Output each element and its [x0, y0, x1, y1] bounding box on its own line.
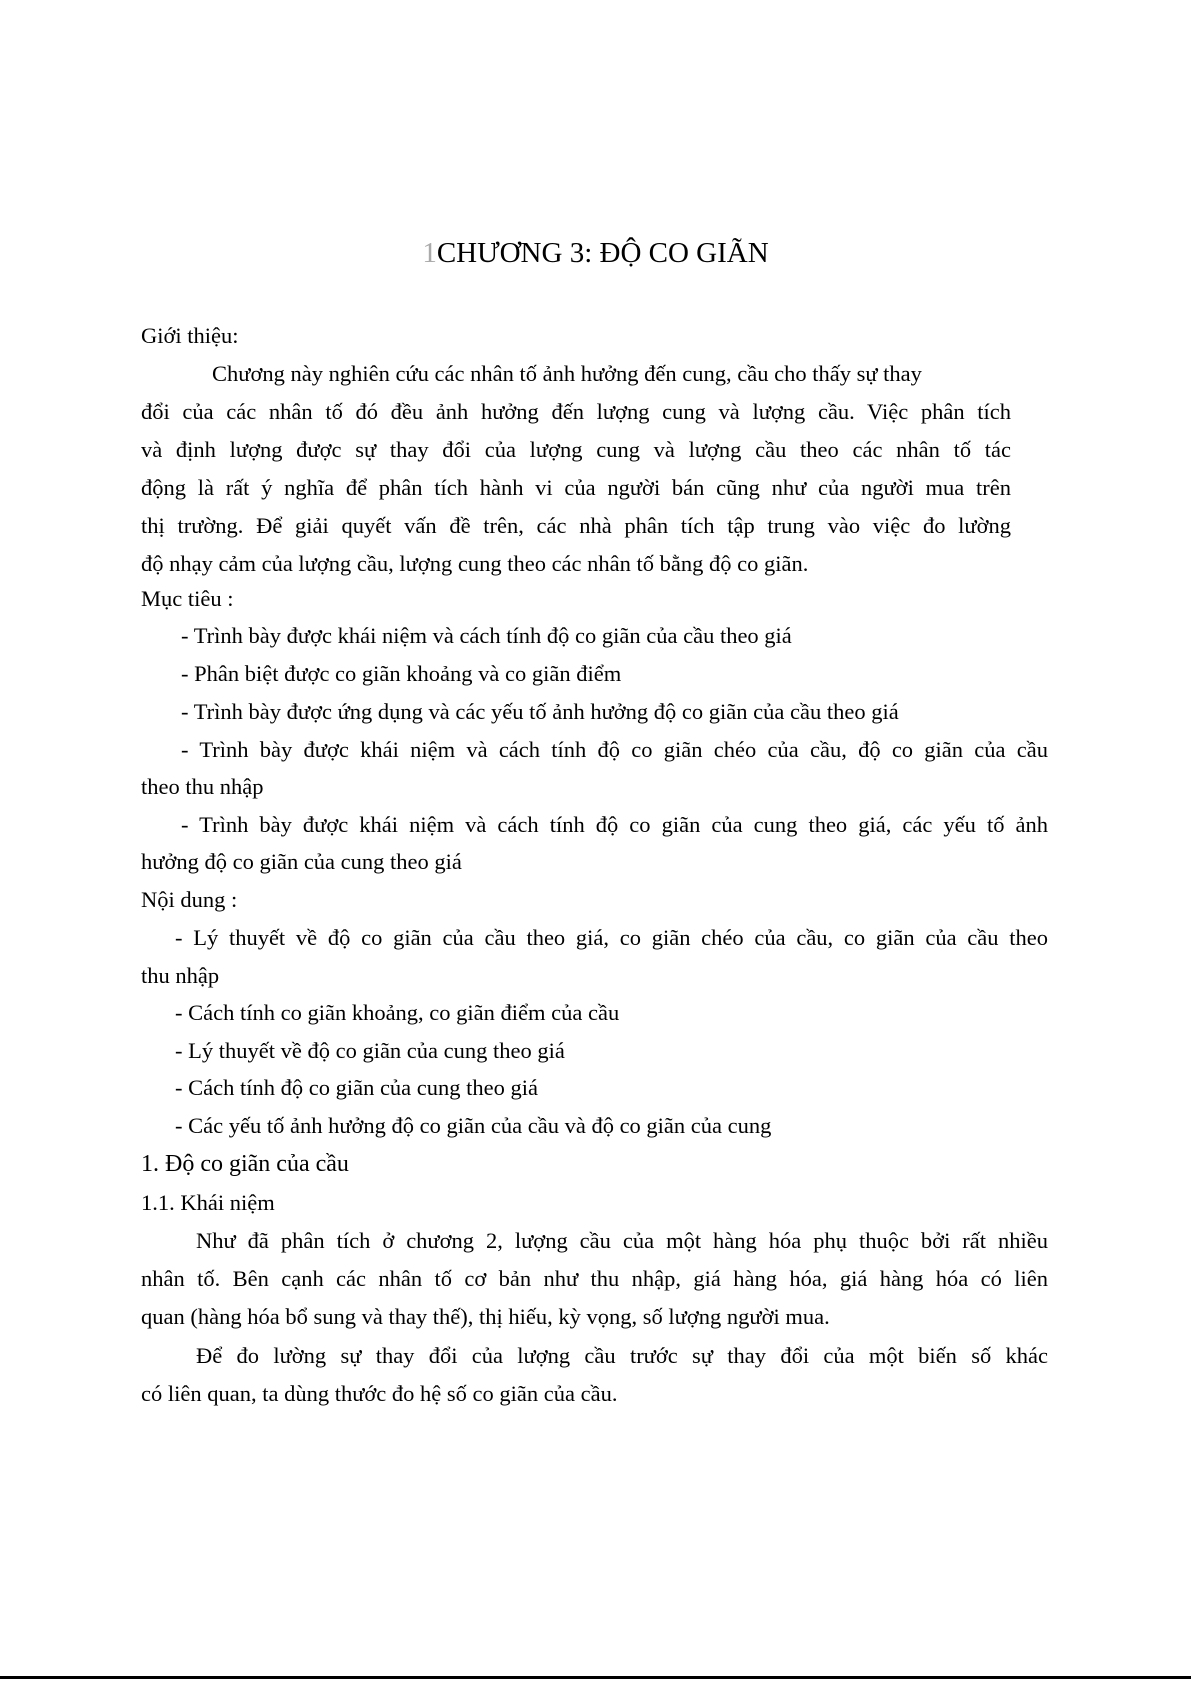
objective-item-3: - Trình bày được ứng dụng và các yếu tố ảnh hưởng độ co giãn của cầu theo giá: [181, 699, 899, 724]
chapter-title: [0, 236, 1191, 270]
intro-line-2: đổi của các nhân tố đó đều ảnh hưởng đến lượng cung và lượng cầu. Việc phân tích: [141, 399, 1011, 424]
intro-heading: Giới thiệu:: [141, 323, 239, 348]
content-item-4: - Cách tính độ co giãn của cung theo giá: [175, 1075, 539, 1100]
section-heading: 1. Độ co giãn của cầu: [141, 1151, 349, 1177]
intro-line-4: động là rất ý nghĩa để phân tích hành vi của người bán cũng như của người mua trên: [141, 475, 1011, 500]
content-item-1: - Lý thuyết về độ co giãn của cầu theo giá, co giãn chéo của cầu, co giãn của cầu theo: [175, 925, 1048, 950]
intro-line-6: độ nhạy cảm của lượng cầu, lượng cung theo các nhân tố bằng độ co giãn.: [141, 551, 809, 576]
objective-item-4: - Trình bày được khái niệm và cách tính độ co giãn chéo của cầu, độ co giãn của cầu: [181, 737, 1048, 762]
objective-item-1: - Trình bày được khái niệm và cách tính độ co giãn của cầu theo giá: [181, 623, 792, 648]
section-line-2: nhân tố. Bên cạnh các nhân tố cơ bản như thu nhập, giá hàng hóa, giá hàng hóa có liên: [141, 1266, 1048, 1291]
intro-line-3: và định lượng được sự thay đổi của lượng cung và lượng cầu theo các nhân tố tác: [141, 437, 1011, 462]
intro-line-5: thị trường. Để giải quyết vấn đề trên, các nhà phân tích tập trung vào việc đo lường: [141, 513, 1011, 538]
content-item-1-cont: thu nhập: [141, 963, 220, 988]
objective-item-4-cont: theo thu nhập: [141, 774, 264, 799]
objective-item-2: - Phân biệt được co giãn khoảng và co giãn điểm: [181, 661, 622, 686]
intro-line-1: Chương này nghiên cứu các nhân tố ảnh hưởng đến cung, cầu cho thấy sự thay: [212, 361, 922, 386]
title-marker: 1: [422, 237, 437, 269]
subsection-heading: 1.1. Khái niệm: [141, 1190, 275, 1215]
chapter-title-text: CHƯƠNG 3: ĐỘ CO GIÃN: [436, 237, 769, 269]
content-item-3: - Lý thuyết về độ co giãn của cung theo giá: [175, 1038, 565, 1063]
content-item-2: - Cách tính co giãn khoảng, co giãn điểm của cầu: [175, 1000, 620, 1025]
objective-item-5: - Trình bày được khái niệm và cách tính độ co giãn của cung theo giá, các yếu tố ảnh: [181, 812, 1048, 837]
objective-item-5-cont: hưởng độ co giãn của cung theo giá: [141, 849, 462, 874]
bottom-rule: [0, 1676, 1191, 1679]
section-line-3: quan (hàng hóa bổ sung và thay thế), thị hiếu, kỳ vọng, số lượng người mua.: [141, 1304, 830, 1329]
objectives-heading: Mục tiêu :: [141, 586, 234, 611]
content-item-5: - Các yếu tố ảnh hưởng độ co giãn của cầu và độ co giãn của cung: [175, 1113, 772, 1138]
section-line-4: Để đo lường sự thay đổi của lượng cầu trước sự thay đổi của một biến số khác: [196, 1343, 1048, 1368]
section-line-5: có liên quan, ta dùng thước đo hệ số co giãn của cầu.: [141, 1381, 618, 1406]
section-line-1: Như đã phân tích ở chương 2, lượng cầu của một hàng hóa phụ thuộc bởi rất nhiều: [196, 1228, 1048, 1253]
content-heading: Nội dung :: [141, 887, 238, 912]
